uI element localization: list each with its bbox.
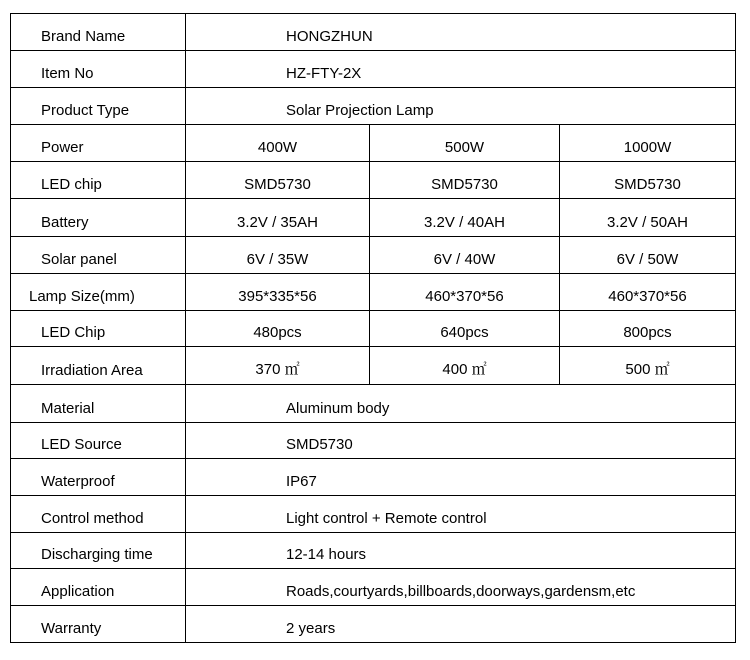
row-value xyxy=(186,533,735,568)
cell-text: 640pcs xyxy=(440,324,489,341)
row-label-text: Lamp Size(mm) xyxy=(29,288,135,305)
cell-400w xyxy=(186,274,370,310)
row-product-type xyxy=(11,88,735,125)
cell-text: 3.2V / 50AH xyxy=(607,214,688,231)
cell-1000w xyxy=(560,311,735,346)
row-value xyxy=(186,423,735,458)
row-power xyxy=(11,125,735,162)
cell-400w xyxy=(186,237,370,273)
row-control-method xyxy=(11,496,735,533)
row-label-text: Waterproof xyxy=(41,473,115,490)
row-value-text: Light control + Remote control xyxy=(286,510,487,527)
row-label-text: Power xyxy=(41,139,84,156)
row-value xyxy=(186,496,735,532)
spec-table xyxy=(10,13,736,643)
row-irradiation-area xyxy=(11,347,735,385)
row-value-text: Solar Projection Lamp xyxy=(286,102,434,119)
row-value-text: SMD5730 xyxy=(286,436,353,453)
cell-text: 6V / 35W xyxy=(246,251,309,268)
row-label-text: Application xyxy=(41,583,115,600)
row-label xyxy=(11,569,186,605)
cell-text: 500 ㎡ xyxy=(625,361,670,378)
row-material xyxy=(11,385,735,423)
row-label xyxy=(11,459,186,495)
row-value-text: 12-14 hours xyxy=(286,546,367,563)
row-label-text: Material xyxy=(41,400,95,417)
cell-text: 400W xyxy=(257,139,298,156)
row-solar-panel xyxy=(11,237,735,274)
cell-text: 460*370*56 xyxy=(425,288,504,305)
row-discharging-time xyxy=(11,533,735,569)
cell-text: 500W xyxy=(444,139,485,156)
cell-text: 3.2V / 35AH xyxy=(237,214,318,231)
row-label xyxy=(11,533,186,568)
cell-text: 6V / 50W xyxy=(616,251,679,268)
cell-500w xyxy=(370,274,560,310)
row-label xyxy=(11,274,186,310)
row-brand-name xyxy=(11,14,735,51)
cell-1000w xyxy=(560,347,735,384)
cell-400w xyxy=(186,125,370,161)
row-label xyxy=(11,237,186,273)
row-value-text: Roads,courtyards,billboards,doorways,gardensm,etc xyxy=(286,583,636,600)
cell-text: 400 ㎡ xyxy=(442,361,487,378)
cell-500w xyxy=(370,347,560,384)
cell-400w xyxy=(186,311,370,346)
cell-500w xyxy=(370,125,560,161)
row-value xyxy=(186,606,735,642)
row-label xyxy=(11,14,186,50)
row-value xyxy=(186,459,735,495)
row-label xyxy=(11,606,186,642)
cell-text: 370 ㎡ xyxy=(255,361,300,378)
row-label xyxy=(11,311,186,346)
row-value-text: HONGZHUN xyxy=(286,28,373,45)
row-label-text: LED Chip xyxy=(41,324,106,341)
row-label xyxy=(11,88,186,124)
row-value-text: IP67 xyxy=(286,473,317,490)
row-label-text: LED chip xyxy=(41,176,102,193)
row-label xyxy=(11,423,186,458)
row-led-chip xyxy=(11,162,735,199)
cell-text: SMD5730 xyxy=(614,176,681,193)
cell-1000w xyxy=(560,274,735,310)
cell-1000w xyxy=(560,125,735,161)
row-value xyxy=(186,385,735,422)
row-value-text: 2 years xyxy=(286,620,336,637)
row-label-text: Irradiation Area xyxy=(41,362,143,379)
cell-1000w xyxy=(560,162,735,198)
row-label xyxy=(11,125,186,161)
row-value xyxy=(186,14,735,50)
row-application xyxy=(11,569,735,606)
row-waterproof xyxy=(11,459,735,496)
row-value-text: Aluminum body xyxy=(286,400,390,417)
cell-text: 480pcs xyxy=(253,324,302,341)
cell-1000w xyxy=(560,237,735,273)
row-label-text: Item No xyxy=(41,65,94,82)
row-label xyxy=(11,51,186,87)
row-value xyxy=(186,88,735,124)
row-label-text: Solar panel xyxy=(41,251,117,268)
cell-text: 3.2V / 40AH xyxy=(424,214,505,231)
row-lamp-size xyxy=(11,274,735,311)
cell-400w xyxy=(186,199,370,236)
row-label-text: LED Source xyxy=(41,436,122,453)
row-label-text: Battery xyxy=(41,214,89,231)
row-led-chip-count xyxy=(11,311,735,347)
row-label-text: Discharging time xyxy=(41,546,153,563)
row-label xyxy=(11,199,186,236)
cell-500w xyxy=(370,311,560,346)
row-label xyxy=(11,496,186,532)
cell-text: SMD5730 xyxy=(431,176,498,193)
row-label-text: Control method xyxy=(41,510,144,527)
row-warranty xyxy=(11,606,735,642)
row-label-text: Brand Name xyxy=(41,28,126,45)
row-value-text: HZ-FTY-2X xyxy=(286,65,362,82)
cell-text: 6V / 40W xyxy=(433,251,496,268)
cell-400w xyxy=(186,347,370,384)
row-item-no xyxy=(11,51,735,88)
cell-text: SMD5730 xyxy=(244,176,311,193)
row-battery xyxy=(11,199,735,237)
row-label xyxy=(11,347,186,384)
row-value xyxy=(186,51,735,87)
cell-text: 1000W xyxy=(623,139,672,156)
cell-text: 800pcs xyxy=(623,324,672,341)
cell-1000w xyxy=(560,199,735,236)
row-led-source xyxy=(11,423,735,459)
cell-500w xyxy=(370,199,560,236)
cell-500w xyxy=(370,162,560,198)
cell-text: 395*335*56 xyxy=(238,288,317,305)
row-value xyxy=(186,569,735,605)
row-label xyxy=(11,162,186,198)
cell-500w xyxy=(370,237,560,273)
cell-text: 460*370*56 xyxy=(608,288,687,305)
row-label xyxy=(11,385,186,422)
row-label-text: Product Type xyxy=(41,102,130,119)
cell-400w xyxy=(186,162,370,198)
row-label-text: Warranty xyxy=(41,620,102,637)
